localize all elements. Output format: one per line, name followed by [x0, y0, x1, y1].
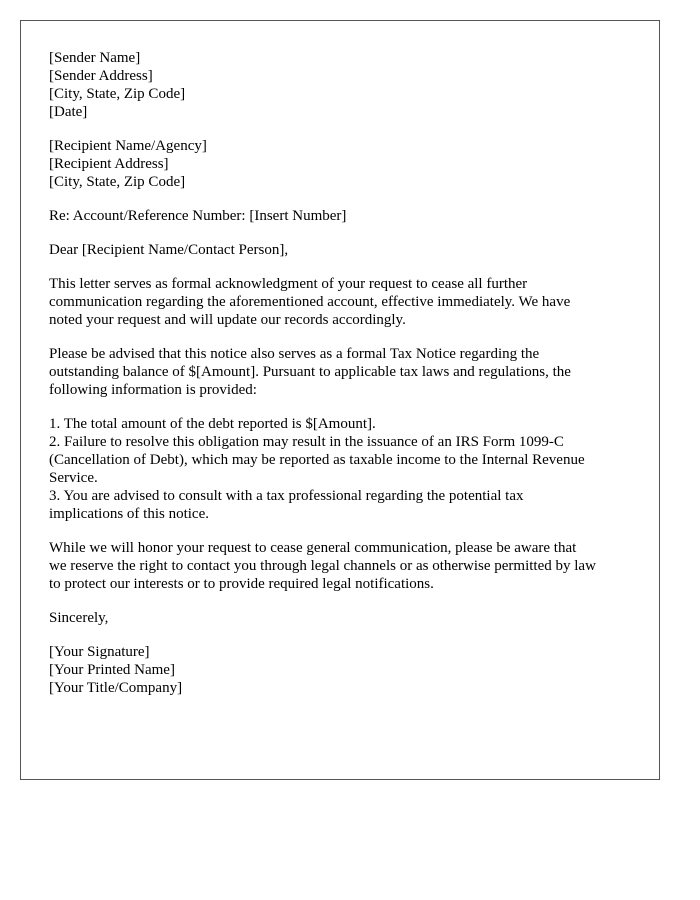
list-item: 2. Failure to resolve this obligation may result in the issuance of an IRS Form 1099-C	[49, 434, 564, 450]
paragraph-line: noted your request and will update our records accordingly.	[49, 312, 406, 328]
paragraph-line: to protect our interests or to provide required legal notifications.	[49, 576, 434, 592]
paragraph-tax-notice	[49, 345, 639, 399]
list-item-continued: Service.	[49, 470, 98, 486]
recipient-name: [Recipient Name/Agency]	[49, 138, 207, 154]
sender-city-state-zip: [City, State, Zip Code]	[49, 86, 186, 102]
sender-block	[49, 49, 639, 121]
reference-text: Re: Account/Reference Number: [Insert Number]	[49, 208, 347, 224]
salutation	[49, 241, 639, 259]
printed-name: [Your Printed Name]	[49, 662, 175, 678]
closing-text: Sincerely,	[49, 610, 109, 626]
letter-page	[20, 20, 660, 780]
recipient-city-state-zip: [City, State, Zip Code]	[49, 174, 186, 190]
paragraph-line: This letter serves as formal acknowledgment of your request to cease all further	[49, 276, 528, 292]
paragraph-line: we reserve the right to contact you through legal channels or as otherwise permitted by law	[49, 558, 596, 574]
letter-date: [Date]	[49, 104, 88, 120]
sender-address: [Sender Address]	[49, 68, 153, 84]
paragraph-line: Please be advised that this notice also serves as a formal Tax Notice regarding the	[49, 346, 540, 362]
title-company: [Your Title/Company]	[49, 680, 183, 696]
reference-line	[49, 207, 639, 225]
list-item-continued: (Cancellation of Debt), which may be reported as taxable income to the Internal Revenue	[49, 452, 585, 468]
list-item-continued: implications of this notice.	[49, 506, 209, 522]
recipient-address: [Recipient Address]	[49, 156, 169, 172]
recipient-block	[49, 137, 639, 191]
list-item: 3. You are advised to consult with a tax professional regarding the potential tax	[49, 488, 524, 504]
paragraph-line: communication regarding the aforementioned account, effective immediately. We have	[49, 294, 571, 310]
salutation-text: Dear [Recipient Name/Contact Person],	[49, 242, 289, 258]
signature-line: [Your Signature]	[49, 644, 150, 660]
paragraph-line: While we will honor your request to cease general communication, please be aware that	[49, 540, 577, 556]
paragraph-line: following information is provided:	[49, 382, 257, 398]
signature-block	[49, 643, 639, 697]
paragraph-line: outstanding balance of $[Amount]. Pursuant to applicable tax laws and regulations, the	[49, 364, 571, 380]
paragraph-reservation	[49, 539, 639, 593]
letter-body	[49, 49, 639, 713]
paragraph-acknowledgment	[49, 275, 639, 329]
closing	[49, 609, 639, 627]
numbered-list	[49, 415, 639, 523]
list-item: 1. The total amount of the debt reported is $[Amount].	[49, 416, 376, 432]
sender-name: [Sender Name]	[49, 50, 141, 66]
